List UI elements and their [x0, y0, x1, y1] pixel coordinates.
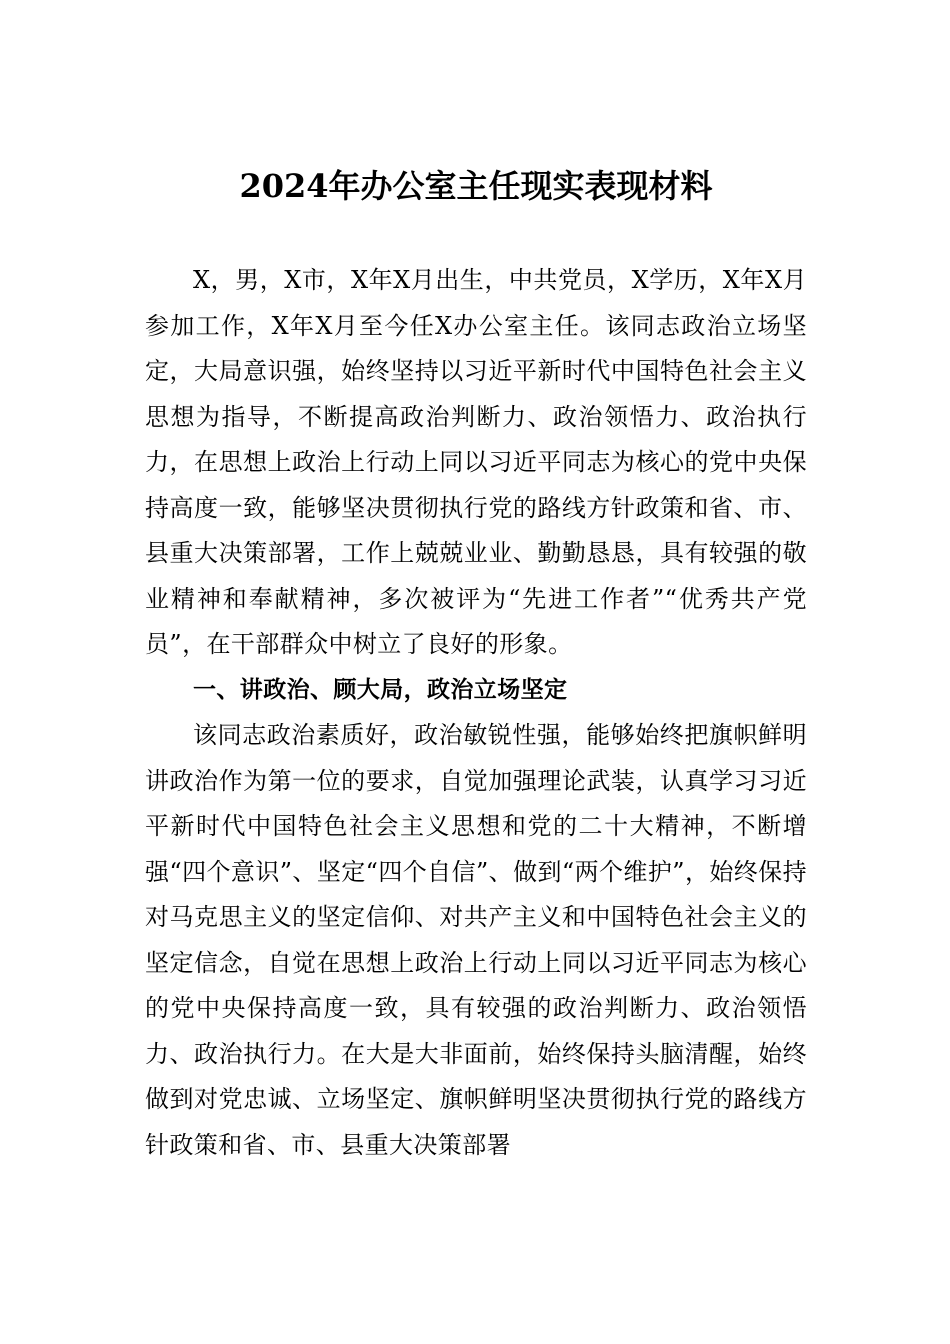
document-body	[145, 258, 807, 1168]
document-title: 2024年办公室主任现实表现材料	[239, 167, 713, 205]
intro-paragraph: X，男，X市，X年X月出生，中共党员，X学历，X年X月参加工作，X年X月至今任X办公室主任。该同志政治立场坚定，大局意识强，始终坚持以习近平新时代中国特色社会主义思想为指导，不断提高政治判断力、政治领悟力、政治执行力，在思想上政治上行动上同以习近平同志为核心的党中央保持高度一致，能够坚决贯彻执行党的路线方针政策和省、市、县重大决策部署，工作上兢兢业业、勤勤恳恳，具有较强的敬业精神和奉献精神，多次被评为“先进工作者”“优秀共产党员”，在干部群众中树立了良好的形象。	[145, 266, 807, 658]
section-1-paragraph: 该同志政治素质好，政治敏锐性强，能够始终把旗帜鲜明讲政治作为第一位的要求，自觉加强理论武装，认真学习习近平新时代中国特色社会主义思想和党的二十大精神，不断增强“四个意识”、坚定“四个自信”、做到“两个维护”，始终保持对马克思主义的坚定信仰、对共产主义和中国特色社会主义的坚定信念，自觉在思想上政治上行动上同以习近平同志为核心的党中央保持高度一致，具有较强的政治判断力、政治领悟力、政治执行力。在大是大非面前，始终保持头脑清醒，始终做到对党忠诚、立场坚定、旗帜鲜明坚决贯彻执行党的路线方针政策和省、市、县重大决策部署	[145, 721, 807, 1159]
section-heading-1: 一、讲政治、顾大局，政治立场坚定	[193, 676, 568, 703]
